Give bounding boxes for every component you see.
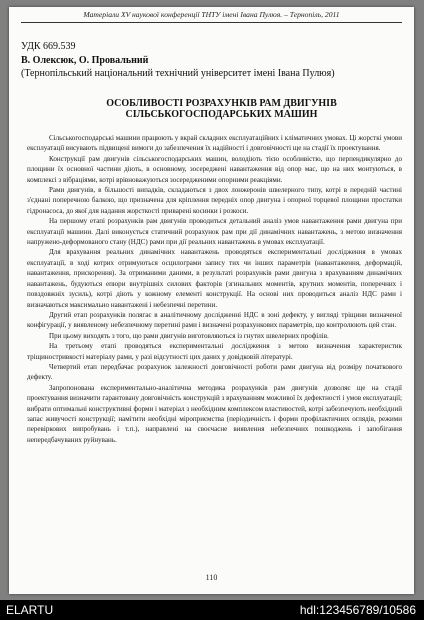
paragraph: На першому етапі розрахунків рам двигунів проводиться детальний аналіз умов навантаження рами двигуна при експлуатації машини. Далі виконується статичний розрахунок рам при дії динамічних навантажень, з метою визначення напружено-деформованого стану (НДС) рами при дії реальних навантажень в умовах експлуатації. bbox=[27, 217, 402, 247]
handle-id: hdl:123456789/10586 bbox=[299, 603, 416, 617]
authors: В. Олексюк, О. Провальний bbox=[21, 55, 149, 66]
document-page bbox=[9, 7, 414, 594]
paragraph: Четвертий етап передбачає розрахунок залежності довговічності роботи рами двигуна від розміру початкового дефекту. bbox=[27, 362, 402, 382]
page-number: 110 bbox=[205, 573, 218, 582]
footer-bar bbox=[0, 600, 424, 620]
paragraph: Другий етап розрахунків полягає в аналітичному дослідженні НДС в зоні дефекту, у вигляді тріщини визначеної конфігурації, у виявленому небезпечному перетині рами і визначені розрахункових параметрів, що контролюють цей стан. bbox=[27, 310, 402, 330]
repository-name: ELARTU bbox=[6, 603, 54, 617]
paragraph: Конструкції рам двигунів сільськогосподарських машин, володіють тією особливістю, що перпендикулярно до площини їх основної частини діють, в основному, зосереджені навантаження від опор мас, що на них монтуються, в комплексі з вібраціями, котрі врівноважуються зосередженими опорними реакціями. bbox=[27, 154, 402, 184]
header-rule bbox=[21, 22, 402, 23]
body-text bbox=[27, 133, 402, 445]
paragraph: Для врахування реальних динамічних навантажень проводяться експериментальні дослідження в умовах експлуатації, в ході котрих отримуються осцилограми запису тих чи інших параметрів (навантаження, деформацій, навантаження, прискорення). За отриманими даними, в результаті розрахунків рами двигуна з врахуванням динамічних навантажень, будуються епюри внутрішніх силових факторів (згинальних моментів, крутних моментів, поперечних і повздовжніх зусиль), котрі діють у кожному елементі конструкції. На основі них проводиться аналіз НДС рами і визначаються максимально навантажені і небезпечні перетини. bbox=[27, 248, 402, 309]
paragraph: При цьому виходять з того, що рами двигунів виготовляються із гнутих швелерних профілів. bbox=[49, 331, 329, 340]
paragraph: Рами двигунів, в більшості випадків, складаються з двох лонжеронів швелерного типу, котрі в передній частині з'єднані поперечною балкою, що призначена для кріплення передніх опор двигуна і опорної торцевої площини простатки гідронасоса, до якої для надання жорсткості приварені косинки і розкоси. bbox=[27, 186, 402, 215]
udk-code: УДК 669.539 bbox=[21, 41, 76, 52]
paragraph: Запропонована експериментально-аналітична методика розрахунків рам двигунів дозволяє ще на стадії проектування визначити гарантовану довговічність конструкцій з врахуванням можливої їх дефектності і умов експлуатації; вибрати оптимальні конструктивні форми і матеріал з необхідним комплексом властивостей, котрі забезпечують необхідний запас живучості конструкції; намітити необхідні міроприємства (періодичність і форми профілактичних оглядів, режими перевіркових випробувань і т.п.), направлені на своєчасне виявлення небезпечних пошкоджень і запобігання непередбачуваних руйнувань. bbox=[27, 383, 402, 444]
running-header: Матеріали XV наукової конференції ТНТУ імені Івана Пулюя. – Тернопіль, 2011 bbox=[83, 10, 340, 19]
paper-title: ОСОБЛИВОСТІ РОЗРАХУНКІВ РАМ ДВИГУНІВ СІЛЬСЬКОГОСПОДАРСЬКИХ МАШИН bbox=[106, 98, 337, 120]
paragraph: Сільськогосподарські машини працюють у вкрай складних експлуатаційних і кліматичних умовах. Ці жорсткі умови експлуатації висувають підвищені вимоги до забезпечення їх надійності і довговічності ще на стадії їх проектування. bbox=[27, 134, 402, 153]
paragraph: На третьому етапі проводяться експериментальні дослідження з метою визначення характеристик тріщиностривкості матеріалу рами, у разі відсутності цих даних у довідковій літературі. bbox=[27, 342, 402, 361]
affiliation: (Тернопільський національний технічний університет імені Івана Пулюя) bbox=[21, 68, 335, 79]
